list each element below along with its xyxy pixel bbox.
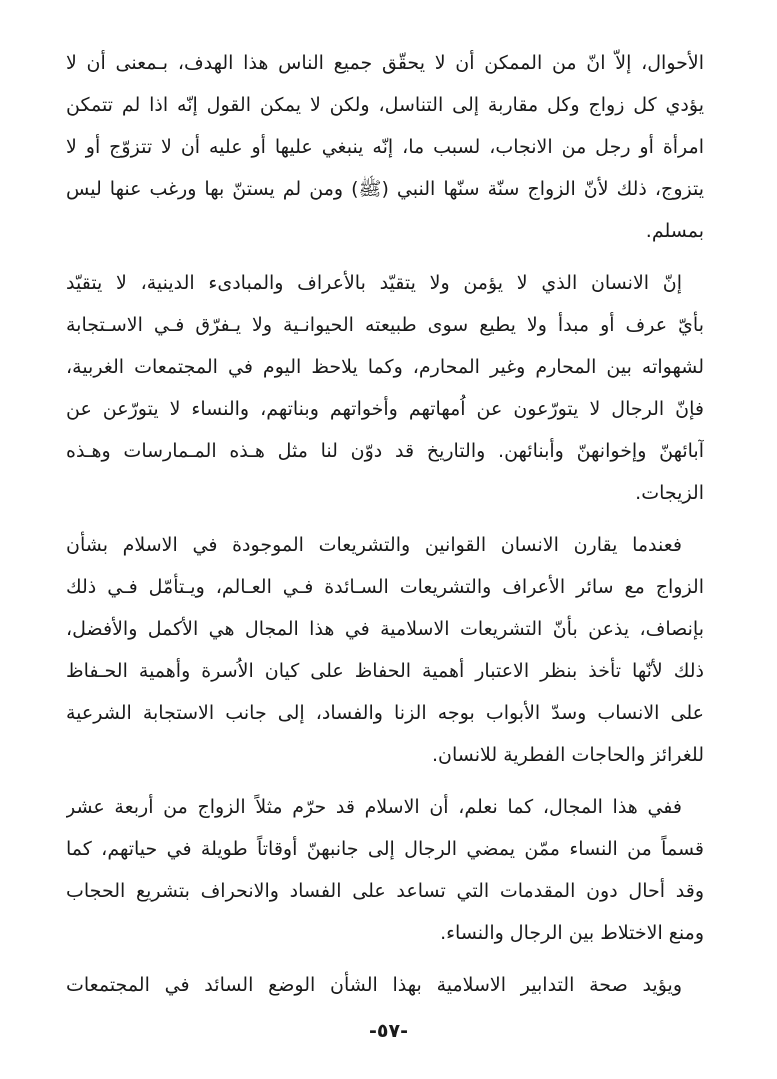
text-line: قسماً من النساء ممّن يمضي الرجال إلى جانبهنّ أوقاتاً طويلة في حياتهم، كما [66,838,704,860]
text-line: لشهواته بين المحارم وغير المحارم، وكما يلاحظ اليوم في المجتمعات الغربية، [66,356,704,378]
paragraph [66,42,704,252]
text-line: يؤدي كل زواج وكل مقاربة إلى التناسل، ولكن لا يمكن القول إنّه اذا لم تتمكن [66,94,704,116]
paragraph [66,786,704,954]
paragraph [66,964,704,1006]
paragraph [66,524,704,776]
text-line: ويؤيد صحة التدابير الاسلامية بهذا الشأن الوضع السائد في المجتمعات [66,974,682,996]
text-line: إنّ الانسان الذي لا يؤمن ولا يتقيّد بالأعراف والمبادىء الدينية، لا يتقيّد [66,272,682,294]
text-line: ذلك لأنّها تأخذ بنظر الاعتبار أهمية الحفاظ على كيان الاُسرة وأهمية الحـفاظ [66,660,704,682]
text-line: ففي هذا المجال، كما نعلم، أن الاسلام قد حرّم مثلاً الزواج من أربعة عشر [66,796,682,818]
text-line: الزيجات. [635,482,704,504]
text-line: فعندما يقارن الانسان القوانين والتشريعات الموجودة في الاسلام بشأن [66,534,682,556]
page-number: -٥٧- [369,1020,408,1042]
text-line: آبائهنّ وإخوانهنّ وأبنائهن. والتاريخ قد دوّن لنا مثل هـذه المـمارسات وهـذه [66,440,704,462]
text-line: فإنّ الرجال لا يتورّعون عن اُمهاتهم وأخواتهم وبناتهم، والنساء لا يتورّعن عن [66,398,704,420]
text-line: بمسلم. [645,220,704,242]
text-line: على الانساب وسدّ الأبواب بوجه الزنا والفساد، إلى جانب الاستجابة الشرعية [66,702,704,724]
text-line: بإنصاف، يذعن بأنّ التشريعات الاسلامية في هذا المجال هي الأكمل والأفضل، [66,618,704,640]
text-line: امرأة أو رجل من الانجاب، لسبب ما، إنّه ينبغي عليها أو عليه أن لا تتزوّج أو لا [66,136,704,158]
text-line: ومنع الاختلاط بين الرجال والنساء. [440,922,704,944]
paragraph [66,262,704,514]
text-line: وقد أحال دون المقدمات التي تساعد على الفساد والانحراف بتشريع الحجاب [66,880,704,902]
text-line: يتزوج، ذلك لأنّ الزواج سنّة سنّها النبي (ﷺ) ومن لم يستنّ بها ورغب عنها ليس [66,178,704,200]
text-line: الزواج مع سائر الأعراف والتشريعات السـائدة فـي العـالم، ويـتأمّل فـي ذلك [66,576,704,598]
text-line: للغرائز والحاجات الفطرية للانسان. [432,744,704,766]
body-text [66,42,704,1006]
text-line: الأحوال، إلاّ انّ من الممكن أن لا يحقّق جميع الناس هذا الهدف، بـمعنى أن لا [66,52,704,74]
text-line: بأيّ عرف أو مبدأ ولا يطيع سوى طبيعته الحيوانـية ولا يـفرّق فـي الاسـتجابة [66,314,704,336]
